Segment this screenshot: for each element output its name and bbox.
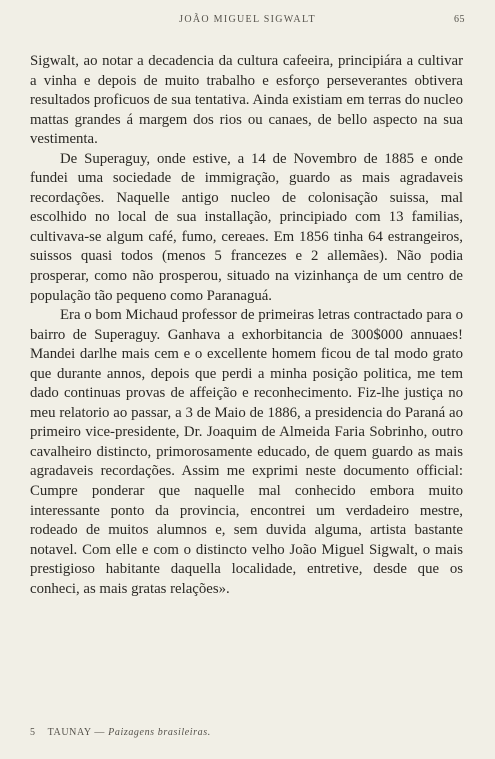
paragraph-1: Sigwalt, ao notar a decadencia da cultura cafeeira, principiára a cultivar a vinha e depois de muito trabalho e esforço perseverantes obtivera resultados proficuos de sua tentativa. Ainda existiam em terras do nucleo mattas grandes á margem dos rios ou canaes, de bello aspecto na sua vestimenta. (30, 53, 463, 148)
footnote (30, 727, 211, 738)
paragraph-3: Era o bom Michaud professor de primeiras letras contractado para o bairro de Superaguy. Ganhava a exhorbitancia de 300$000 annuaes! Mandei darlhe mais cem e o excellente homem ficou de tal modo grato que durante annos, depois que perdi a minha posição politica, me tem dado continuas provas de affeição e reconhecimento. Fiz-lhe justiça no meu relatorio ao passar, a 3 de Maio de 1886, a presidencia do Paraná ao primeiro vice-presidente, Dr. Joaquim de Almeida Faria Sobrinho, outro cavalheiro distincto, primorosamente educado, de quem guardo as mais agradaveis recordações. Assim me exprimi neste documento official: Cumpre ponderar que naquelle mal conhecido embora muito interessante ponto da provincia, encontrei um verdadeiro mestre, rodeado de muitos alumnos e, sem duvida alguma, artista bastante notavel. Com elle e com o distincto velho João Miguel Sigwalt, o mais prestigioso habitante daquella localidade, entretive, desde que os conheci, as mais gratas relações». (30, 307, 463, 597)
footnote-number: 5 (30, 727, 36, 738)
running-title: JOÃO MIGUEL SIGWALT (179, 14, 316, 25)
paragraph-2: De Superaguy, onde estive, a 14 de Novembro de 1885 e onde fundei uma sociedade de immigração, guardo as mais agradaveis recordações. Naquelle antigo nucleo de colonisação suissa, mal escolhido no local de sua installação, principiado com 13 familias, cultivava-se algum café, fumo, cereaes. Em 1856 tinha 64 estrangeiros, suissos quasi todos (menos 5 francezes e 2 allemães). Não podia prosperar, como não prosperou, situado na vizinhança de um centro de população tão pequeno como Paranaguá. (30, 150, 463, 304)
body-text (30, 52, 463, 599)
running-head (30, 14, 465, 28)
page-number: 65 (454, 14, 465, 25)
footnote-author: TAUNAY — (47, 727, 106, 738)
footnote-work: Paizagens brasileiras. (108, 727, 211, 738)
